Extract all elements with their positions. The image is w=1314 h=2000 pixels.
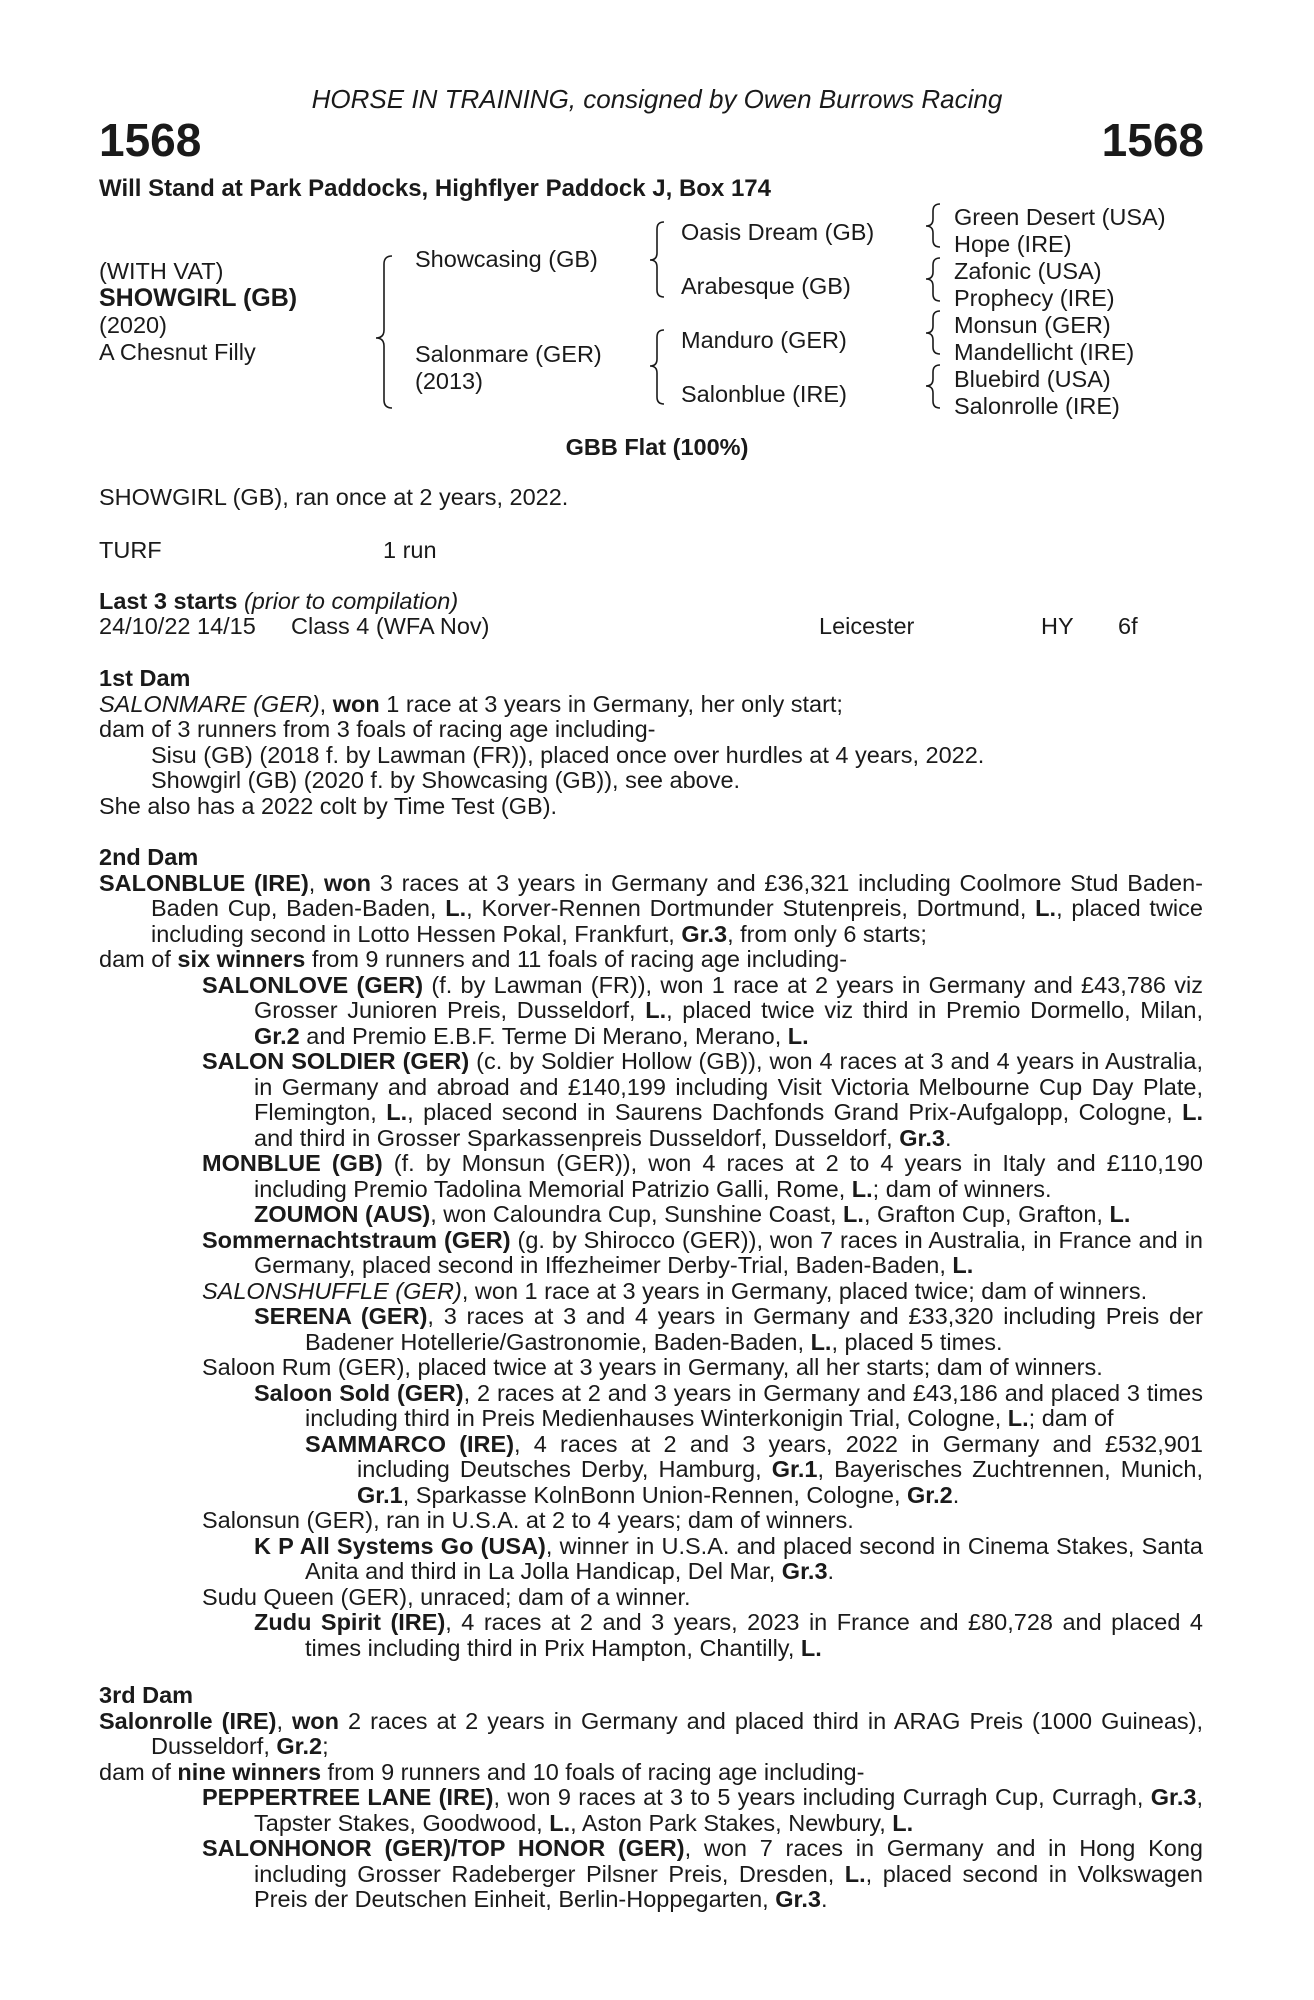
- grandparent-5: Monsun (GER): [954, 312, 1111, 338]
- last-starts-title: Last 3 starts: [99, 588, 238, 614]
- grandparent-1: Green Desert (USA): [954, 204, 1166, 230]
- grandparent-6: Mandellicht (IRE): [954, 339, 1135, 365]
- stand-location: Will Stand at Park Paddocks, Highflyer Paddock J, Box 174: [99, 175, 771, 202]
- start-distance: 6f: [1118, 613, 1138, 639]
- vat-note: (WITH VAT): [99, 258, 224, 284]
- third-dam-produce: dam of nine winners from 9 runners and 10 foals of racing age including-: [99, 1758, 865, 1785]
- produce-saloon-rum: Saloon Rum (GER), placed twice at 3 years in Germany, all her starts; dam of winners.: [202, 1354, 1103, 1380]
- produce-serena: SERENA (GER), 3 races at 3 and 4 years in Germany and £33,320 including Preis der Badener Hotellerie/Gastronomie, Baden-Baden, L., placed 5 times.: [254, 1303, 1204, 1355]
- dam-year: (2013): [415, 368, 483, 394]
- sire-dam: Arabesque (GB): [681, 273, 851, 299]
- produce-peppertree-lane: PEPPERTREE LANE (IRE), won 9 races at 3 to 5 years including Curragh Cup, Curragh, Gr.3, Tapster Stakes, Goodwood, L., Aston Park Stakes, Newbury, L.: [202, 1784, 1203, 1836]
- dam-dam: Salonblue (IRE): [681, 381, 847, 407]
- start-course: Leicester: [819, 613, 915, 639]
- first-dam-section: [99, 666, 1203, 819]
- produce-salonsun: Salonsun (GER), ran in U.S.A. at 2 to 4 years; dam of winners.: [202, 1507, 854, 1533]
- grandparent-8: Salonrolle (IRE): [954, 393, 1120, 419]
- grandparent-4: Prophecy (IRE): [954, 285, 1115, 311]
- rating: GBB Flat (100%): [565, 434, 749, 460]
- bracket-sire: [650, 222, 664, 297]
- last-starts-note: (prior to compilation): [243, 588, 459, 614]
- dam-sire: Manduro (GER): [681, 327, 847, 353]
- bracket-g12: [926, 204, 940, 247]
- turf-label: TURF: [99, 537, 162, 563]
- first-dam-line1: SALONMARE (GER), won 1 race at 3 years in Germany, her only start;: [99, 690, 843, 717]
- sire-sire: Oasis Dream (GB): [681, 219, 875, 245]
- start-going: HY: [1041, 613, 1074, 639]
- horse-year: (2020): [99, 312, 167, 338]
- bracket-g34: [926, 258, 940, 301]
- produce-saloon-sold: Saloon Sold (GER), 2 races at 2 and 3 years in Germany and £43,186 and placed 3 times including third in Preis Medienhauses Winterkonigin Trial, Cologne, L.; dam of: [254, 1379, 1204, 1431]
- horse-description: A Chesnut Filly: [99, 339, 256, 365]
- grandparent-3: Zafonic (USA): [954, 258, 1102, 284]
- first-dam-line2: dam of 3 runners from 3 foals of racing age including-: [99, 716, 656, 742]
- horse-name: SHOWGIRL (GB): [99, 284, 298, 312]
- bracket-g78: [926, 365, 940, 408]
- produce-salonshuffle: SALONSHUFFLE (GER), won 1 race at 3 years in Germany, placed twice; dam of winners.: [202, 1277, 1148, 1304]
- consignor-line: HORSE IN TRAINING, consigned by Owen Burrows Racing: [311, 84, 1003, 114]
- dam-name: Salonmare (GER): [415, 341, 602, 367]
- produce-salonhonor: SALONHONOR (GER)/TOP HONOR (GER), won 7 races in Germany and in Hong Kong including Grosser Radeberger Pilsner Preis, Dresden, L., placed second in Volkswagen Preis der Deutschen Einheit, Berlin-Hoppegarten, Gr.3.: [202, 1835, 1204, 1912]
- turf-runs: 1 run: [383, 537, 437, 563]
- start-class: Class 4 (WFA Nov): [291, 613, 490, 639]
- grandparent-2: Hope (IRE): [954, 231, 1072, 257]
- second-dam-produce: dam of six winners from 9 runners and 11 foals of racing age including-: [99, 946, 848, 972]
- lot-number-right: 1568: [1101, 114, 1204, 166]
- first-dam-produce-1: Sisu (GB) (2018 f. by Lawman (FR)), placed once over hurdles at 4 years, 2022.: [151, 741, 985, 768]
- third-dam-section: [99, 1683, 1203, 1913]
- produce-sammarco: SAMMARCO (IRE), 4 races at 2 and 3 years, 2022 in Germany and £532,901 including Deutsches Derby, Hamburg, Gr.1, Bayerisches Zuchtrennen, Munich, Gr.1, Sparkasse KolnBonn Union-Rennen, Cologne, Gr.2.: [305, 1430, 1203, 1508]
- start-date-pos: 24/10/22 14/15: [99, 613, 256, 639]
- produce-zoumon: ZOUMON (AUS), won Caloundra Cup, Sunshine Coast, L., Grafton Cup, Grafton, L.: [254, 1201, 1131, 1227]
- second-dam-record: SALONBLUE (IRE), won 3 races at 3 years in Germany and £36,321 including Coolmore Stud Baden-Baden Cup, Baden-Baden, L., Korver-Rennen Dortmunder Stutenpreis, Dortmund, L., placed twice including second in Lotto Hessen Pokal, Frankfurt, Gr.3, from only 6 starts;: [99, 869, 1204, 947]
- third-dam-heading: 3rd Dam: [99, 1682, 194, 1708]
- race-summary: SHOWGIRL (GB), ran once at 2 years, 2022.: [99, 484, 569, 510]
- first-dam-produce-2: Showgirl (GB) (2020 f. by Showcasing (GB)), see above.: [151, 767, 741, 793]
- produce-monblue: MONBLUE (GB) (f. by Monsun (GER)), won 4 races at 2 to 4 years in Italy and £110,190 including Premio Tadolina Memorial Patrizio Galli, Rome, L.; dam of winners.: [202, 1150, 1203, 1202]
- produce-kp-all-systems-go: K P All Systems Go (USA), winner in U.S.A. and placed second in Cinema Stakes, Santa Anita and third in La Jolla Handicap, Del Mar, Gr.3.: [254, 1532, 1203, 1584]
- produce-sudu-queen: Sudu Queen (GER), unraced; dam of a winner.: [202, 1583, 691, 1610]
- first-dam-line5: She also has a 2022 colt by Time Test (GB).: [99, 792, 558, 819]
- grandparent-7: Bluebird (USA): [954, 366, 1111, 392]
- second-dam-heading: 2nd Dam: [99, 844, 199, 870]
- produce-salon-soldier: SALON SOLDIER (GER) (c. by Soldier Hollow (GB)), won 4 races at 3 and 4 years in Australia, in Germany and abroad and £140,199 including Visit Victoria Melbourne Cup Day Plate, Flemington, L., placed second in Saurens Dachfonds Grand Prix-Aufgalopp, Cologne, L. and third in Grosser Sparkassenpreis Dusseldorf, Dusseldorf, Gr.3.: [202, 1048, 1203, 1151]
- bracket-g56: [926, 311, 940, 354]
- bracket-main: [376, 256, 392, 408]
- first-dam-name: SALONMARE (GER): [99, 690, 320, 717]
- sire-name: Showcasing (GB): [415, 246, 598, 272]
- produce-salonlove: SALONLOVE (GER) (f. by Lawman (FR)), won 1 race at 2 years in Germany and £43,786 viz Grosser Junioren Preis, Dusseldorf, L., placed twice viz third in Premio Dormello, Milan, Gr.2 and Premio E.B.F. Terme Di Merano, Merano, L.: [202, 971, 1203, 1049]
- produce-sommernachtstraum: Sommernachtstraum (GER) (g. by Shirocco (GER)), won 7 races in Australia, in France and in Germany, placed second in Iffezheimer Derby-Trial, Baden-Baden, L.: [202, 1226, 1203, 1278]
- third-dam-record: Salonrolle (IRE), won 2 races at 2 years in Germany and placed third in ARAG Preis (1000 Guineas), Dusseldorf, Gr.2;: [99, 1707, 1204, 1759]
- bracket-dam: [650, 330, 664, 404]
- first-dam-heading: 1st Dam: [99, 665, 191, 691]
- lot-number-left: 1568: [99, 114, 202, 166]
- produce-zudu-spirit: Zudu Spirit (IRE), 4 races at 2 and 3 years, 2023 in France and £80,728 and placed 4 times including third in Prix Hampton, Chantilly, L.: [254, 1609, 1203, 1661]
- second-dam-section: [99, 845, 1203, 1661]
- second-dam-name: SALONBLUE (IRE): [99, 869, 309, 896]
- third-dam-name: Salonrolle (IRE): [99, 1707, 277, 1734]
- last-starts-heading: [99, 589, 458, 615]
